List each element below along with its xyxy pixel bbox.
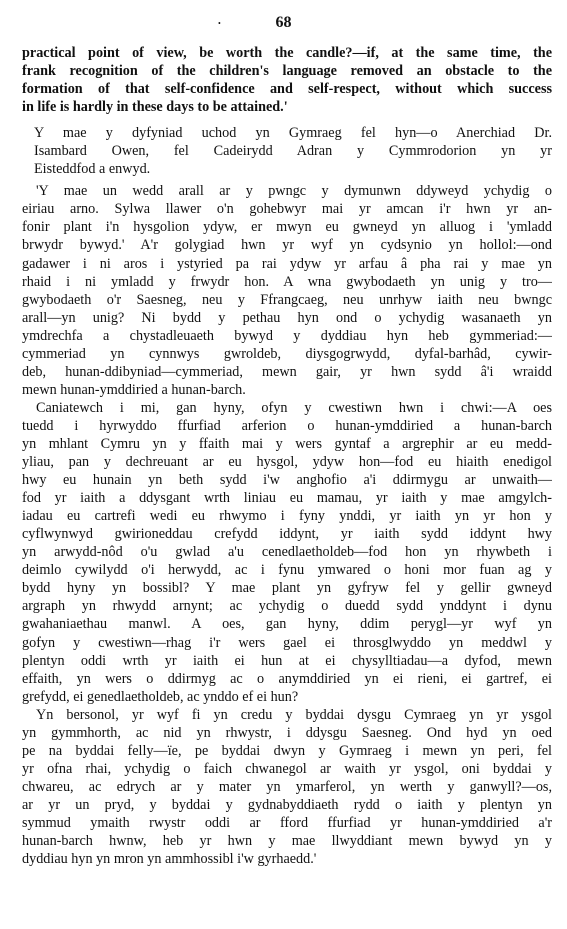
text-line: practical point of view, be worth the candle?—if, at the same time, the (22, 45, 552, 61)
text-line: formation of that self-confidence and self-respect, without which success (22, 81, 552, 98)
text-line: yliau, pan y dechreuant ar eu hysgol, ydyw hon—fod eu hiaith enedigol (22, 454, 552, 471)
welsh-paragraph-2 (22, 399, 552, 706)
text-line: symmud ymaith rwystr oddi ar fford ffurfiad yr hunan-ymddiried a'r (22, 814, 552, 831)
text-line: fod yr iaith a ddysgant wrth liniau eu mamau, yr iaith y mae amgylch- (22, 490, 552, 507)
text-line: frank recognition of the children's language removed an obstacle to the (22, 63, 552, 80)
text-line: effaith, yn wers o ddirmyg ac o anymddiried yn ei rieni, ei gartref, ei (22, 670, 552, 687)
text-line: Yn bersonol, yr wyf fi yn credu y byddai dysgu Cymraeg yn yr ysgol (36, 706, 552, 723)
text-line: ymdrechfa a chystadleuaeth bywyd y dyddiau hyn heb gymmeriad:— (22, 327, 552, 344)
body-text (22, 44, 552, 868)
text-line: yr ofna rhai, ychydig o faich chwanegol ar waith yr ysgol, oni byddai y (22, 760, 552, 777)
text-line: Caniatewch i mi, gan hyny, ofyn y cwestiwn hwn i chwi:—A oes (36, 399, 552, 416)
text-line: in life is hardly in these days to be attained.' (22, 99, 288, 116)
welsh-paragraph-3 (22, 706, 552, 868)
text-line: pe na byddai felly—ïe, pe byddai dwyn y Gymraeg i mewn yn peri, fel (22, 742, 552, 759)
text-line: gofyn y cwestiwn—rhag i'r wers gael ei throsglwyddo yn meddwl y (22, 634, 552, 651)
text-line: 'Y mae un wedd arall ar y pwngc y dymunwn ddyweyd ychydig o (36, 183, 552, 200)
text-line: yn gymmhorth, ac nid yn rhwystr, i ddysgu Saesneg. Ond hyd yn oed (22, 724, 552, 741)
welsh-paragraph-1 (22, 182, 552, 399)
text-line: chwareu, ac edrych ar y mater yn ymarferol, yn werth y ganwyll?—os, (22, 778, 552, 795)
text-line: fonir plant i'n hysgolion ydyw, er mwyn eu gwneyd yn alluog i 'ymladd (22, 219, 552, 236)
text-line: mewn hunan-ymddiried a hunan-barch. (22, 381, 246, 398)
text-line: Isambard Owen, fel Cadeirydd Adran y Cymmrodorion yn yr (34, 143, 552, 160)
text-line: grefydd, ei genedlaetholdeb, ac ynddo ef ei hun? (22, 688, 299, 705)
text-line: deimlo cywilydd o'i herwydd, ac i fynu ymwared o honi mor fuan ag y (22, 562, 552, 579)
text-line: argraph yn rhwydd arnynt; ac ychydig o duedd sydd ynddynt i dynu (22, 598, 552, 615)
text-line: plentyn oddi wrth yr iaith ei hun at ei chysylltiadau—a dyfod, mewn (22, 652, 552, 669)
text-line: hwy eu hunain yn beth sydd i'w anghofio a'i ddirmygu ar unwaith— (22, 472, 552, 489)
decorative-dot: • (218, 19, 221, 28)
text-line: cyflwynwyd gwirioneddau crefydd iddynt, yr iaith sydd iddynt hwy (22, 526, 552, 543)
text-line: bydd hyny yn bossibl? Y mae plant yn gyfryw fel y gellir gwneyd (22, 580, 552, 597)
text-line: Y mae y dyfyniad uchod yn Gymraeg fel hyn—o Anerchiad Dr. (34, 125, 552, 142)
text-line: Eisteddfod a enwyd. (34, 161, 151, 178)
text-line: iadau eu cartrefi wedi eu rhwymo i fyny ynddi, yr iaith yn yr hon y (22, 508, 552, 525)
text-line: dyddiau hyn yn mron yn ammhossibl i'w gyrhaedd.' (22, 851, 317, 868)
intro-paragraph (22, 124, 552, 178)
page-number: 68 (275, 14, 292, 31)
text-line: arall—yn unig? Ni bydd y pethau hyn ond o ychydig wasanaeth yn (22, 309, 552, 326)
text-line: hunan-barch hwnw, heb yr hwn y mae llwyddiant mewn bywyd yn y (22, 833, 552, 850)
text-line: ar yr un pryd, y byddai y gydnabyddiaeth rydd o iaith y plentyn yn (22, 796, 552, 813)
text-line: tuedd i hyrwyddo ffurfiad arferion o hunan-ymddiried a hunan-barch (22, 417, 552, 434)
text-line: rhaid i ni ymladd y frwydr hon. A wna gwybodaeth yn unig y tro— (22, 273, 552, 290)
text-line: gadawer i ni aros i ystyried pa rai ydyw yr arfau â pha rai y mae yn (22, 255, 552, 272)
text-line: gwybodaeth o'r Saesneg, neu y Ffrangcaeg, neu unrhyw iaith neu bwngc (22, 291, 552, 308)
text-line: eiriau arno. Sylwa llawer o'n gohebwyr mai yr amcan i'r hwn yr an- (22, 201, 552, 218)
text-line: brwydr bywyd.' A'r golygiad hwn yr wyf yn cydsynio yn hollol:—ond (22, 237, 552, 254)
text-line: gwahaniaethau manwl. A oes, gan hyny, ddim perygl—yr wyf yn (22, 616, 552, 633)
english-quote-ending (22, 44, 552, 116)
text-line: deb, hunan-ddibyniad—cymmeriad, mewn gair, yr hwn sydd â'i wraidd (22, 363, 552, 380)
text-line: yn arwydd-nôd o'u gwlad a'u cenedlaetholdeb—fod hon yn rhywbeth i (22, 544, 552, 561)
text-line: yn mhlant Cymru yn y ffaith mai y wers gyntaf a argrephir ar eu medd- (22, 435, 552, 452)
text-line: cymmeriad yn cynnwys gwroldeb, diysgogrwydd, dyfal-barhâd, cywir- (22, 345, 552, 362)
